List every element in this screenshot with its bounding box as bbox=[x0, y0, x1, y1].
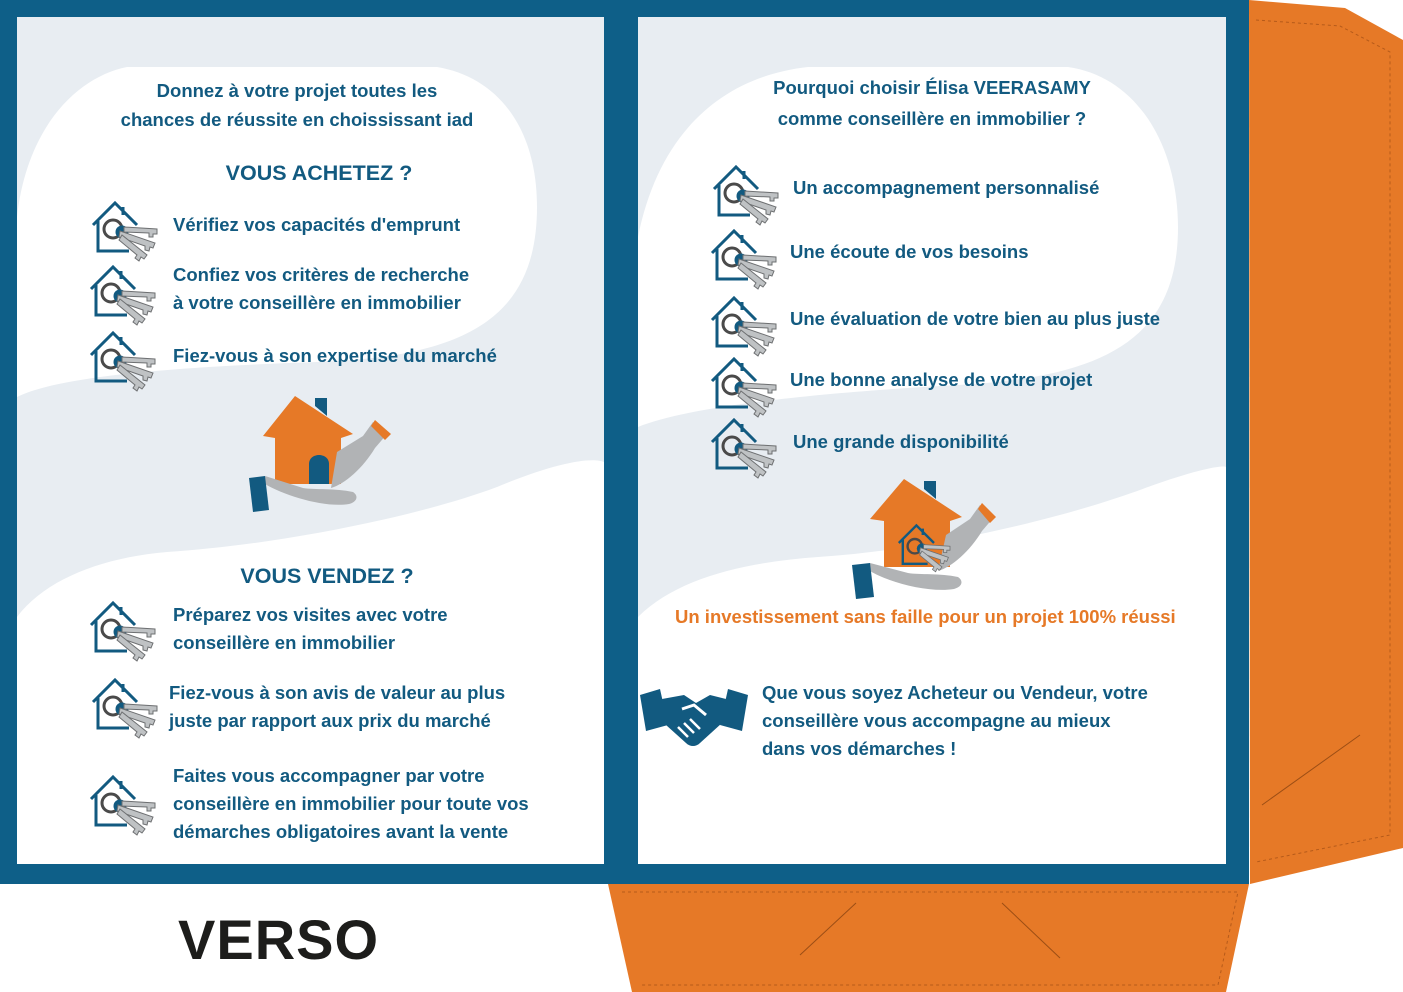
intro-line-1: Donnez à votre projet toutes les bbox=[156, 80, 438, 101]
closing-line-2: conseillère vous accompagne au mieux bbox=[762, 710, 1111, 731]
buy-item-3: Fiez-vous à son expertise du marché bbox=[173, 345, 497, 366]
reason-3: Une évaluation de votre bien au plus juste bbox=[790, 308, 1161, 329]
house-keys-icon bbox=[87, 195, 167, 265]
why-heading-line-2: comme conseillère en immobilier ? bbox=[777, 108, 1087, 129]
intro-line-2: chances de réussite en choississant iad bbox=[120, 109, 474, 130]
sell-heading: VOUS VENDEZ ? bbox=[240, 564, 414, 588]
house-keys-icon bbox=[85, 595, 165, 665]
reason-1: Un accompagnement personnalisé bbox=[793, 177, 1100, 198]
house-keys-icon bbox=[85, 769, 165, 839]
house-in-hand-icon bbox=[245, 392, 395, 517]
sell-item-1-line-2: conseillère en immobilier bbox=[173, 632, 396, 653]
sell-item-2-line-1: Fiez-vous à son avis de valeur au plus bbox=[169, 682, 506, 703]
house-keys-icon bbox=[706, 290, 786, 360]
house-keys-icon bbox=[85, 259, 165, 329]
house-keys-icon bbox=[87, 672, 167, 742]
sell-item-1-line-1: Préparez vos visites avec votre bbox=[173, 604, 448, 625]
house-keys-icon bbox=[706, 412, 786, 482]
house-keys-icon bbox=[706, 351, 786, 421]
verso-label: VERSO bbox=[178, 908, 380, 971]
buy-item-2-line-2: à votre conseillère en immobilier bbox=[173, 292, 461, 313]
sell-item-3-line-2: conseillère en immobilier pour toute vos bbox=[173, 793, 529, 814]
sell-item-2-line-2: juste par rapport aux prix du marché bbox=[169, 710, 491, 731]
reason-5: Une grande disponibilité bbox=[793, 431, 1009, 452]
tagline: Un investissement sans faille pour un projet 100% réussi bbox=[675, 606, 1176, 627]
sell-item-3-line-1: Faites vous accompagner par votre bbox=[173, 765, 485, 786]
closing-line-3: dans vos démarches ! bbox=[762, 738, 957, 759]
buy-heading: VOUS ACHETEZ ? bbox=[225, 161, 413, 185]
house-keys-icon bbox=[706, 223, 786, 293]
reason-2: Une écoute de vos besoins bbox=[790, 241, 1029, 262]
why-heading-line-1: Pourquoi choisir Élisa VEERASAMY bbox=[773, 77, 1091, 98]
reason-4: Une bonne analyse de votre projet bbox=[790, 369, 1093, 390]
house-in-hand-icon bbox=[848, 475, 998, 605]
handshake-icon bbox=[638, 685, 750, 757]
left-panel bbox=[17, 17, 604, 864]
right-panel bbox=[638, 17, 1226, 864]
sell-item-3-line-3: démarches obligatoires avant la vente bbox=[173, 821, 509, 842]
buy-item-1: Vérifiez vos capacités d'emprunt bbox=[173, 214, 461, 235]
house-keys-icon bbox=[708, 159, 788, 229]
closing-line-1: Que vous soyez Acheteur ou Vendeur, votre bbox=[762, 682, 1148, 703]
buy-item-2-line-1: Confiez vos critères de recherche bbox=[173, 264, 470, 285]
house-keys-icon bbox=[85, 325, 165, 395]
